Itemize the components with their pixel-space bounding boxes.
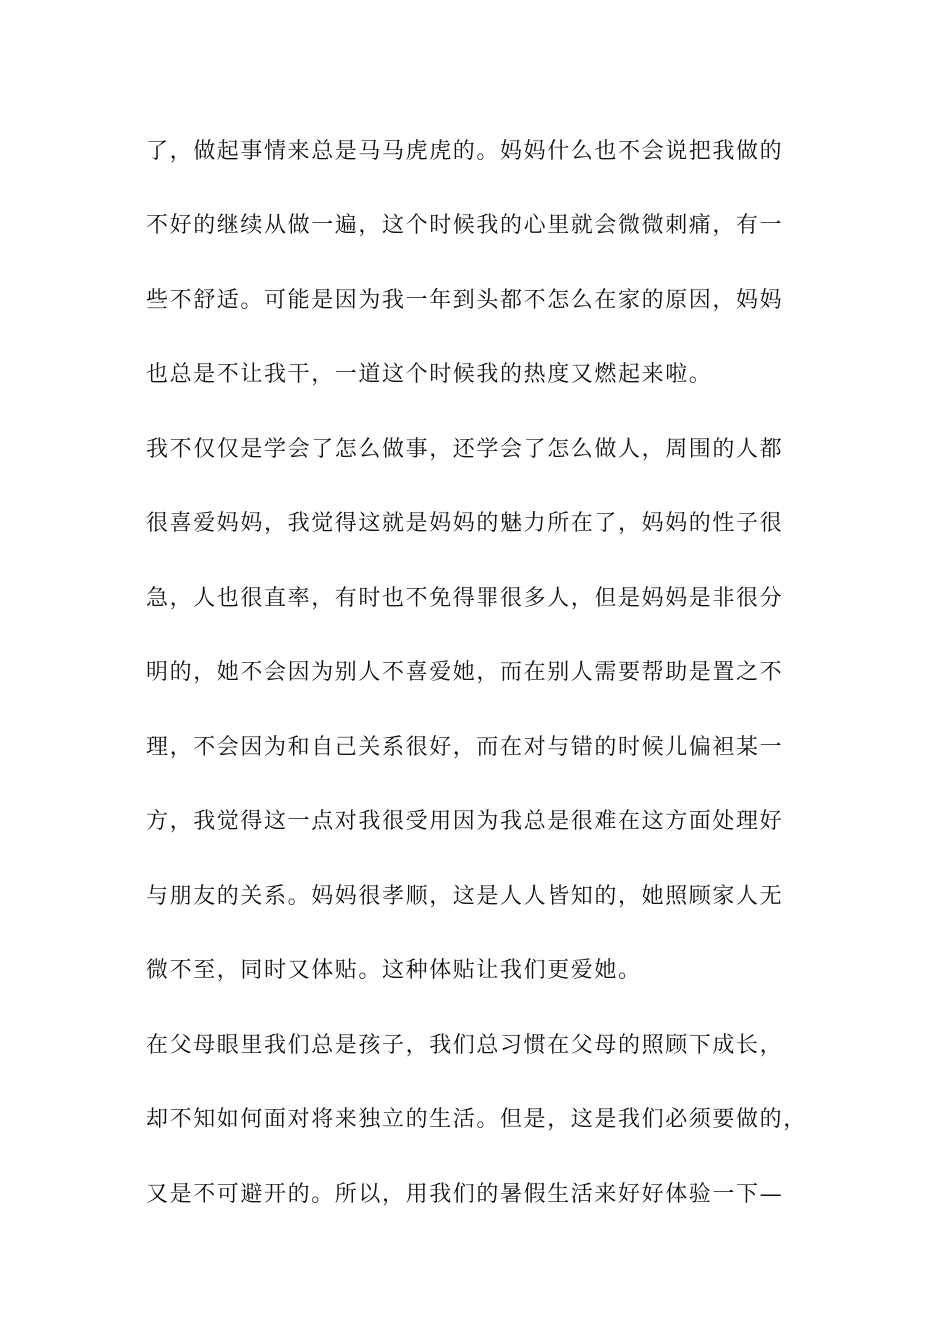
text-line: 明的，她不会因为别人不喜爱她，而在别人需要帮助是置之不 — [146, 660, 784, 685]
text-line: 方，我觉得这一点对我很受用因为我总是很难在这方面处理好 — [146, 809, 784, 834]
text-line: 又是不可避开的。所以，用我们的暑假生活来好好体验一下— — [146, 1182, 784, 1207]
text-line: 很喜爱妈妈，我觉得这就是妈妈的魅力所在了，妈妈的性子很 — [146, 511, 784, 536]
text-line: 我不仅仅是学会了怎么做事，还学会了怎么做人，周围的人都 — [146, 437, 784, 462]
text-line: 与朋友的关系。妈妈很孝顺，这是人人皆知的，她照顾家人无 — [146, 884, 784, 909]
text-line: 微不至，同时又体贴。这种体贴让我们更爱她。 — [146, 958, 642, 983]
text-line: 急，人也很直率，有时也不免得罪很多人，但是妈妈是非很分 — [146, 586, 784, 611]
text-line: 理，不会因为和自己关系很好，而在对与错的时候儿偏袒某一 — [146, 735, 784, 760]
text-line: 在父母眼里我们总是孩子，我们总习惯在父母的照顾下成长， — [146, 1033, 784, 1058]
text-line: 却不知如何面对将来独立的生活。但是，这是我们必须要做的， — [146, 1107, 807, 1132]
text-line: 也总是不让我干，一道这个时候我的热度又燃起来啦。 — [146, 362, 713, 387]
text-line: 了，做起事情来总是马马虎虎的。妈妈什么也不会说把我做的 — [146, 139, 784, 164]
text-line: 些不舒适。可能是因为我一年到头都不怎么在家的原因，妈妈 — [146, 288, 784, 313]
text-line: 不好的继续从做一遍，这个时候我的心里就会微微刺痛，有一 — [146, 213, 784, 238]
